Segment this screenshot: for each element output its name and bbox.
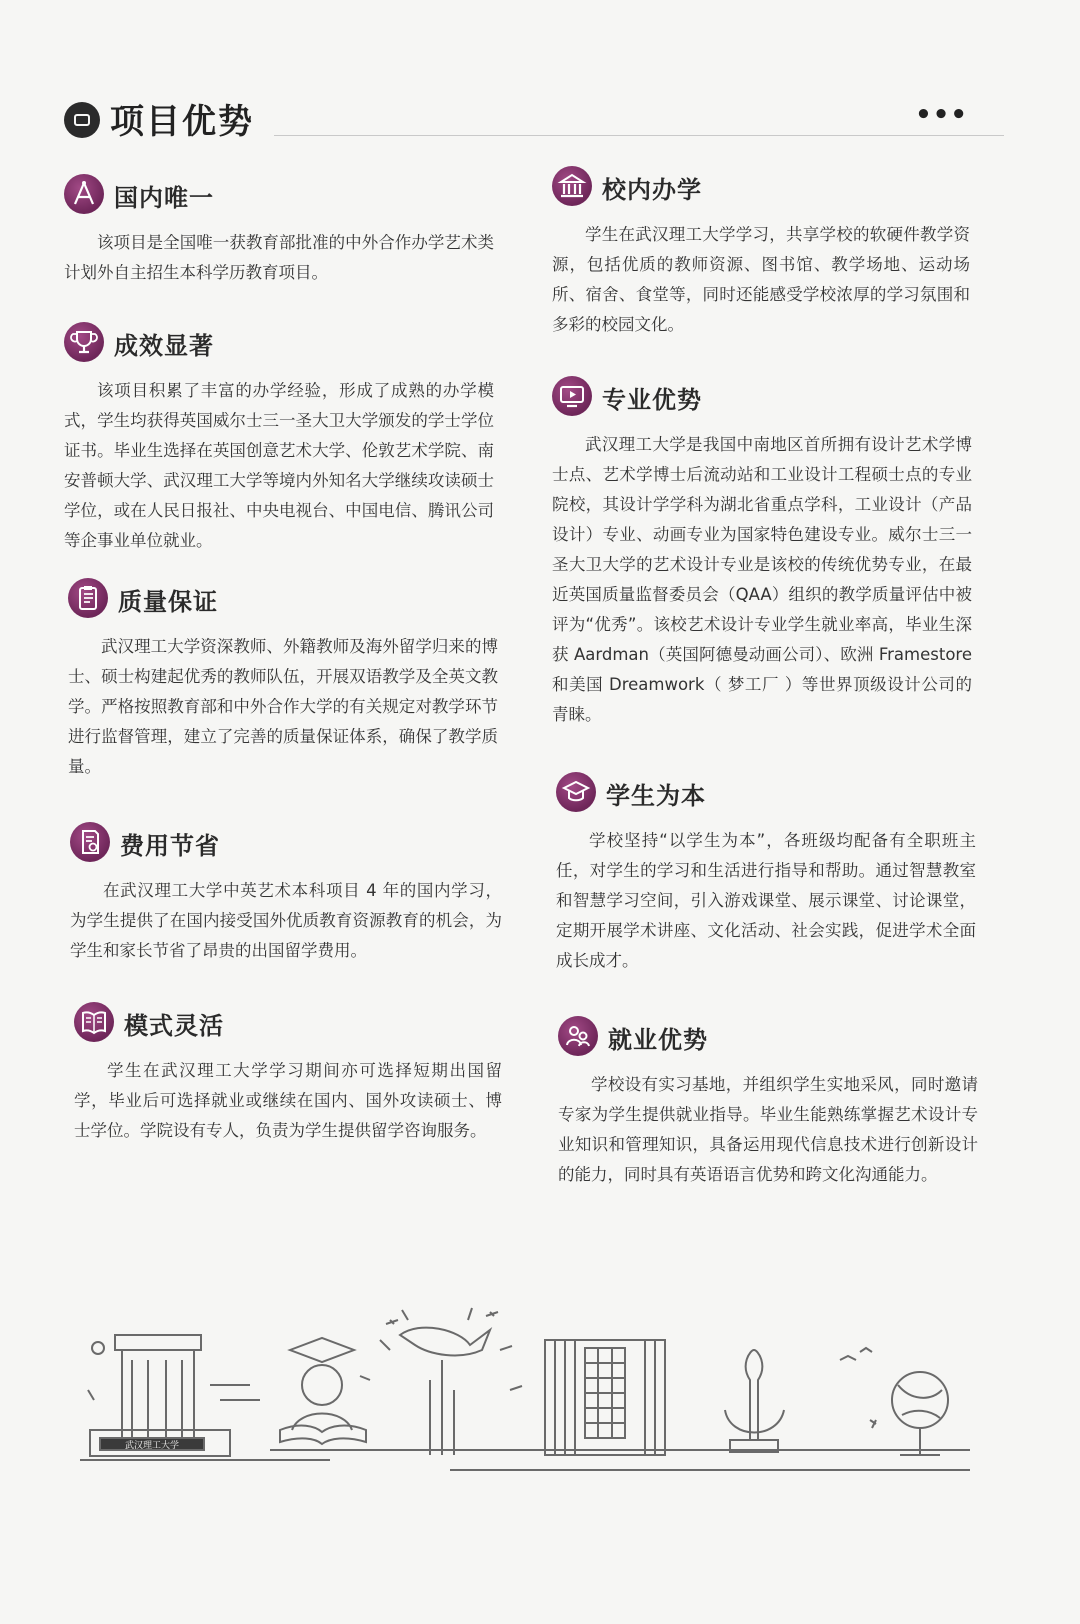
section-body: 学校设有实习基地，并组织学生实地采风，同时邀请专家为学生提供就业指导。毕业生能熟练掌握艺术设计专业知识和管理知识，具备运用现代信息技术进行创新设计的能力，同时具有英语语言优势和跨文化沟通能力。 (558, 1075, 978, 1184)
section-achievement (64, 322, 494, 556)
page-header (64, 92, 1004, 152)
section-body: 学校坚持“以学生为本”，各班级均配备有全职班主任，对学生的学习和生活进行指导和帮助。通过智慧教室和智慧学习空间，引入游戏课堂、展示课堂、讨论课堂，定期开展学术讲座、文化活动、社会实践，促进学术全面成长成才。 (556, 831, 976, 970)
section-quality (68, 578, 498, 782)
section-body: 学生在武汉理工大学学习期间亦可选择短期出国留学，毕业后可选择就业或继续在国内、国外攻读硕士、博士学位。学院设有专人，负责为学生提供留学咨询服务。 (74, 1061, 502, 1140)
anchor-sculpture (725, 1348, 872, 1452)
section-title: 成效显著 (114, 332, 214, 360)
section-body: 武汉理工大学资深教师、外籍教师及海外留学归来的博士、硕士构建起优秀的教师队伍，开展双语教学及全英文教学。严格按照教育部和中外合作大学的有关规定对教学环节进行监督管理，建立了完善的质量保证体系，确保了教学质量。 (68, 637, 498, 776)
section-title: 学生为本 (606, 782, 706, 810)
clipboard-icon (68, 578, 108, 618)
section-body: 在武汉理工大学中英艺术本科项目 4 年的国内学习，为学生提供了在国内接受国外优质教育资源教育的机会，为学生和家长节省了昂贵的出国留学费用。 (70, 881, 502, 960)
graduate-icon (556, 772, 596, 812)
section-title: 就业优势 (608, 1026, 708, 1054)
section-title: 校内办学 (602, 176, 702, 204)
section-body: 该项目积累了丰富的办学经验，形成了成熟的办学模式，学生均获得英国威尔士三一圣大卫大学颁发的学士学位证书。毕业生选择在英国创意艺术大学、伦敦艺术学院、南安普顿大学、武汉理工大学等境内外知名大学继续攻读硕士学位，或在人民日报社、中央电视台、中国电信、腾讯公司等企事业单位就业。 (64, 381, 494, 550)
campus-skyline-illustration (70, 1290, 990, 1490)
section-body: 该项目是全国唯一获教育部批准的中外合作办学艺术类计划外自主招生本科学历教育项目。 (64, 233, 494, 282)
section-body: 武汉理工大学是我国中南地区首所拥有设计艺术学博士点、艺术学博士后流动站和工业设计工程硕士点的专业院校，其设计学学科为湖北省重点学科，工业设计（产品设计）专业、动画专业为国家特色建设专业。威尔士三一圣大卫大学的艺术设计专业是该校的传统优势专业，在最近英国质量监督委员会（QAA）组织的教学质量评估中被评为“优秀”。该校艺术设计专业学生就业率高，毕业生深获 Aardman（英国阿德曼动画公司）、欧洲 Framestore 和美国 Dreamwork（ 梦工厂 ）等世界顶级设计公司的青睐。 (552, 435, 972, 724)
page-title: 项目优势 (110, 102, 254, 142)
compass-icon (64, 174, 104, 214)
people-icon (558, 1016, 598, 1056)
book-icon (74, 1002, 114, 1042)
gate-building (88, 1335, 260, 1456)
section-title: 模式灵活 (124, 1012, 224, 1040)
section-title: 专业优势 (602, 386, 702, 414)
trophy-icon (64, 322, 104, 362)
section-cost (70, 822, 502, 966)
receipt-icon (70, 822, 110, 862)
section-unique (64, 174, 494, 288)
section-title: 国内唯一 (114, 184, 214, 212)
section-campus (552, 166, 970, 340)
building-icon (552, 166, 592, 206)
presentation-icon (552, 376, 592, 416)
globe-sculpture (870, 1372, 948, 1455)
student-reading-figure (280, 1338, 366, 1444)
section-employment (558, 1016, 978, 1190)
section-title: 质量保证 (118, 588, 218, 616)
section-discipline (552, 376, 972, 730)
document-icon (64, 102, 100, 138)
section-title: 费用节省 (120, 832, 220, 860)
header-divider (274, 135, 1004, 136)
section-body: 学生在武汉理工大学学习，共享学校的软硬件教学资源，包括优质的教师资源、图书馆、教学场地、运动场所、宿舍、食堂等，同时还能感受学校浓厚的学习氛围和多彩的校园文化。 (552, 225, 970, 334)
library-building (545, 1340, 665, 1455)
campus-sign: 武汉理工大学 (124, 1441, 180, 1451)
more-dots: ••• (915, 100, 968, 130)
section-flexible (74, 1002, 502, 1146)
horse-sculpture-fireworks (360, 1308, 522, 1455)
section-student (556, 772, 976, 976)
